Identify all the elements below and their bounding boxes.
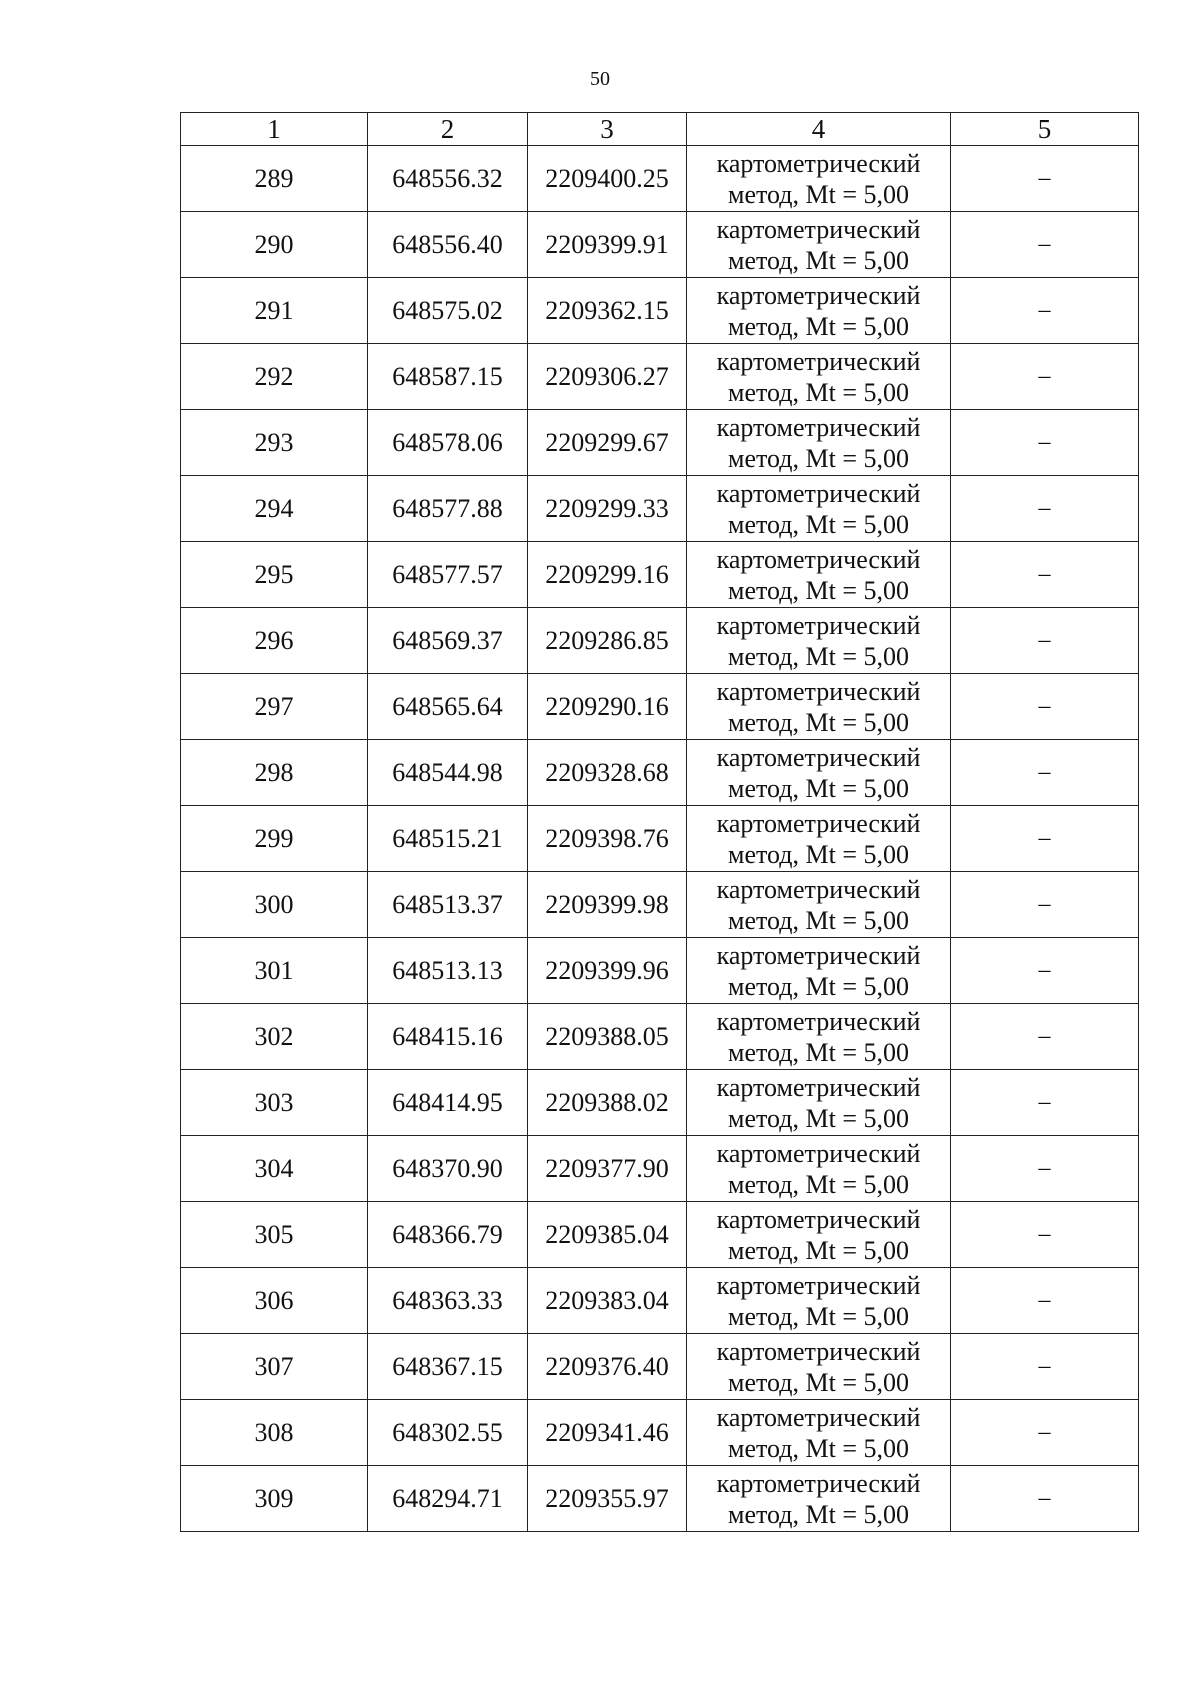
table-row xyxy=(181,1466,1139,1532)
method-text-line2: метод, Mt = 5,00 xyxy=(728,1235,909,1265)
point-number-cell: 299 xyxy=(181,806,368,872)
method-text-line2: метод, Mt = 5,00 xyxy=(728,1367,909,1397)
note-cell: – xyxy=(951,1136,1139,1202)
y-coordinate-cell: 2209341.46 xyxy=(528,1400,687,1466)
y-coordinate-cell: 2209400.25 xyxy=(528,146,687,212)
table-row xyxy=(181,476,1139,542)
x-coordinate-cell: 648544.98 xyxy=(368,740,528,806)
table-row xyxy=(181,1070,1139,1136)
coordinates-table xyxy=(180,112,1139,1532)
y-coordinate-cell: 2209286.85 xyxy=(528,608,687,674)
table-row xyxy=(181,1136,1139,1202)
x-coordinate-cell: 648370.90 xyxy=(368,1136,528,1202)
point-number-cell: 297 xyxy=(181,674,368,740)
method-cell xyxy=(687,542,951,608)
table-row xyxy=(181,674,1139,740)
point-number-cell: 293 xyxy=(181,410,368,476)
method-cell xyxy=(687,1004,951,1070)
table-row xyxy=(181,146,1139,212)
method-text-line1: картометрический xyxy=(716,610,921,640)
table-row xyxy=(181,1400,1139,1466)
page-number: 50 xyxy=(590,68,610,90)
method-text-line2: метод, Mt = 5,00 xyxy=(728,839,909,869)
x-coordinate-cell: 648556.40 xyxy=(368,212,528,278)
table-row xyxy=(181,1004,1139,1070)
method-cell xyxy=(687,410,951,476)
point-number-cell: 295 xyxy=(181,542,368,608)
y-coordinate-cell: 2209383.04 xyxy=(528,1268,687,1334)
method-text-line1: картометрический xyxy=(716,412,921,442)
method-text-line1: картометрический xyxy=(716,1336,921,1366)
method-cell xyxy=(687,1070,951,1136)
method-text-line2: метод, Mt = 5,00 xyxy=(728,443,909,473)
column-header-4: 4 xyxy=(687,113,951,146)
x-coordinate-cell: 648569.37 xyxy=(368,608,528,674)
note-cell: – xyxy=(951,278,1139,344)
table-row xyxy=(181,938,1139,1004)
method-text-line2: метод, Mt = 5,00 xyxy=(728,707,909,737)
point-number-cell: 300 xyxy=(181,872,368,938)
note-cell: – xyxy=(951,476,1139,542)
method-text-line1: картометрический xyxy=(716,346,921,376)
method-cell xyxy=(687,938,951,1004)
method-text-line2: метод, Mt = 5,00 xyxy=(728,1433,909,1463)
table-row xyxy=(181,278,1139,344)
y-coordinate-cell: 2209388.05 xyxy=(528,1004,687,1070)
method-text-line1: картометрический xyxy=(716,742,921,772)
point-number-cell: 309 xyxy=(181,1466,368,1532)
y-coordinate-cell: 2209306.27 xyxy=(528,344,687,410)
x-coordinate-cell: 648587.15 xyxy=(368,344,528,410)
x-coordinate-cell: 648302.55 xyxy=(368,1400,528,1466)
point-number-cell: 301 xyxy=(181,938,368,1004)
method-text-line2: метод, Mt = 5,00 xyxy=(728,575,909,605)
x-coordinate-cell: 648367.15 xyxy=(368,1334,528,1400)
x-coordinate-cell: 648415.16 xyxy=(368,1004,528,1070)
x-coordinate-cell: 648578.06 xyxy=(368,410,528,476)
y-coordinate-cell: 2209299.33 xyxy=(528,476,687,542)
method-cell xyxy=(687,1400,951,1466)
table-row xyxy=(181,1334,1139,1400)
x-coordinate-cell: 648366.79 xyxy=(368,1202,528,1268)
note-cell: – xyxy=(951,146,1139,212)
note-cell: – xyxy=(951,542,1139,608)
method-cell xyxy=(687,608,951,674)
note-cell: – xyxy=(951,674,1139,740)
point-number-cell: 296 xyxy=(181,608,368,674)
method-text-line2: метод, Mt = 5,00 xyxy=(728,1103,909,1133)
point-number-cell: 292 xyxy=(181,344,368,410)
method-cell xyxy=(687,146,951,212)
method-text-line1: картометрический xyxy=(716,1402,921,1432)
column-header-3: 3 xyxy=(528,113,687,146)
method-text-line1: картометрический xyxy=(716,874,921,904)
x-coordinate-cell: 648414.95 xyxy=(368,1070,528,1136)
note-cell: – xyxy=(951,872,1139,938)
note-cell: – xyxy=(951,410,1139,476)
x-coordinate-cell: 648513.37 xyxy=(368,872,528,938)
method-cell xyxy=(687,1202,951,1268)
column-header-1: 1 xyxy=(181,113,368,146)
method-text-line2: метод, Mt = 5,00 xyxy=(728,1037,909,1067)
method-cell xyxy=(687,872,951,938)
point-number-cell: 303 xyxy=(181,1070,368,1136)
method-text-line1: картометрический xyxy=(716,1204,921,1234)
table-row xyxy=(181,872,1139,938)
x-coordinate-cell: 648575.02 xyxy=(368,278,528,344)
method-text-line2: метод, Mt = 5,00 xyxy=(728,641,909,671)
method-cell xyxy=(687,740,951,806)
table-row xyxy=(181,740,1139,806)
method-cell xyxy=(687,1334,951,1400)
method-text-line1: картометрический xyxy=(716,676,921,706)
table-body xyxy=(181,146,1139,1532)
note-cell: – xyxy=(951,740,1139,806)
y-coordinate-cell: 2209328.68 xyxy=(528,740,687,806)
note-cell: – xyxy=(951,1070,1139,1136)
note-cell: – xyxy=(951,1004,1139,1070)
note-cell: – xyxy=(951,212,1139,278)
table-row xyxy=(181,608,1139,674)
x-coordinate-cell: 648294.71 xyxy=(368,1466,528,1532)
method-text-line2: метод, Mt = 5,00 xyxy=(728,905,909,935)
y-coordinate-cell: 2209299.67 xyxy=(528,410,687,476)
y-coordinate-cell: 2209388.02 xyxy=(528,1070,687,1136)
table-row xyxy=(181,1268,1139,1334)
method-text-line1: картометрический xyxy=(716,280,921,310)
method-text-line1: картометрический xyxy=(716,544,921,574)
note-cell: – xyxy=(951,1400,1139,1466)
x-coordinate-cell: 648577.57 xyxy=(368,542,528,608)
method-text-line2: метод, Mt = 5,00 xyxy=(728,377,909,407)
y-coordinate-cell: 2209376.40 xyxy=(528,1334,687,1400)
method-text-line2: метод, Mt = 5,00 xyxy=(728,509,909,539)
point-number-cell: 308 xyxy=(181,1400,368,1466)
point-number-cell: 290 xyxy=(181,212,368,278)
point-number-cell: 298 xyxy=(181,740,368,806)
method-text-line1: картометрический xyxy=(716,478,921,508)
note-cell: – xyxy=(951,1268,1139,1334)
point-number-cell: 302 xyxy=(181,1004,368,1070)
y-coordinate-cell: 2209377.90 xyxy=(528,1136,687,1202)
method-text-line1: картометрический xyxy=(716,940,921,970)
table-row xyxy=(181,410,1139,476)
y-coordinate-cell: 2209399.91 xyxy=(528,212,687,278)
y-coordinate-cell: 2209299.16 xyxy=(528,542,687,608)
table-row xyxy=(181,344,1139,410)
method-text-line2: метод, Mt = 5,00 xyxy=(728,1169,909,1199)
method-text-line1: картометрический xyxy=(716,1468,921,1498)
method-text-line2: метод, Mt = 5,00 xyxy=(728,179,909,209)
point-number-cell: 294 xyxy=(181,476,368,542)
x-coordinate-cell: 648363.33 xyxy=(368,1268,528,1334)
method-text-line2: метод, Mt = 5,00 xyxy=(728,311,909,341)
method-text-line2: метод, Mt = 5,00 xyxy=(728,1499,909,1529)
note-cell: – xyxy=(951,344,1139,410)
method-text-line2: метод, Mt = 5,00 xyxy=(728,971,909,1001)
method-text-line1: картометрический xyxy=(716,1138,921,1168)
method-cell xyxy=(687,806,951,872)
method-cell xyxy=(687,212,951,278)
method-cell xyxy=(687,1268,951,1334)
point-number-cell: 289 xyxy=(181,146,368,212)
y-coordinate-cell: 2209355.97 xyxy=(528,1466,687,1532)
table-row xyxy=(181,1202,1139,1268)
note-cell: – xyxy=(951,1466,1139,1532)
point-number-cell: 306 xyxy=(181,1268,368,1334)
method-text-line2: метод, Mt = 5,00 xyxy=(728,245,909,275)
y-coordinate-cell: 2209385.04 xyxy=(528,1202,687,1268)
method-text-line1: картометрический xyxy=(716,1270,921,1300)
y-coordinate-cell: 2209399.96 xyxy=(528,938,687,1004)
method-text-line1: картометрический xyxy=(716,148,921,178)
method-cell xyxy=(687,278,951,344)
column-header-5: 5 xyxy=(951,113,1139,146)
method-text-line2: метод, Mt = 5,00 xyxy=(728,1301,909,1331)
method-text-line1: картометрический xyxy=(716,1072,921,1102)
table-row xyxy=(181,212,1139,278)
point-number-cell: 307 xyxy=(181,1334,368,1400)
note-cell: – xyxy=(951,1202,1139,1268)
x-coordinate-cell: 648513.13 xyxy=(368,938,528,1004)
y-coordinate-cell: 2209290.16 xyxy=(528,674,687,740)
method-text-line1: картометрический xyxy=(716,1006,921,1036)
y-coordinate-cell: 2209399.98 xyxy=(528,872,687,938)
x-coordinate-cell: 648515.21 xyxy=(368,806,528,872)
table-row xyxy=(181,806,1139,872)
x-coordinate-cell: 648556.32 xyxy=(368,146,528,212)
method-cell xyxy=(687,1466,951,1532)
method-text-line2: метод, Mt = 5,00 xyxy=(728,773,909,803)
method-text-line1: картометрический xyxy=(716,214,921,244)
header-row xyxy=(181,113,1139,146)
method-cell xyxy=(687,674,951,740)
x-coordinate-cell: 648565.64 xyxy=(368,674,528,740)
point-number-cell: 304 xyxy=(181,1136,368,1202)
method-text-line1: картометрический xyxy=(716,808,921,838)
table-row xyxy=(181,542,1139,608)
note-cell: – xyxy=(951,938,1139,1004)
note-cell: – xyxy=(951,608,1139,674)
x-coordinate-cell: 648577.88 xyxy=(368,476,528,542)
point-number-cell: 291 xyxy=(181,278,368,344)
method-cell xyxy=(687,344,951,410)
point-number-cell: 305 xyxy=(181,1202,368,1268)
y-coordinate-cell: 2209362.15 xyxy=(528,278,687,344)
note-cell: – xyxy=(951,806,1139,872)
method-cell xyxy=(687,476,951,542)
column-header-2: 2 xyxy=(368,113,528,146)
y-coordinate-cell: 2209398.76 xyxy=(528,806,687,872)
method-cell xyxy=(687,1136,951,1202)
note-cell: – xyxy=(951,1334,1139,1400)
